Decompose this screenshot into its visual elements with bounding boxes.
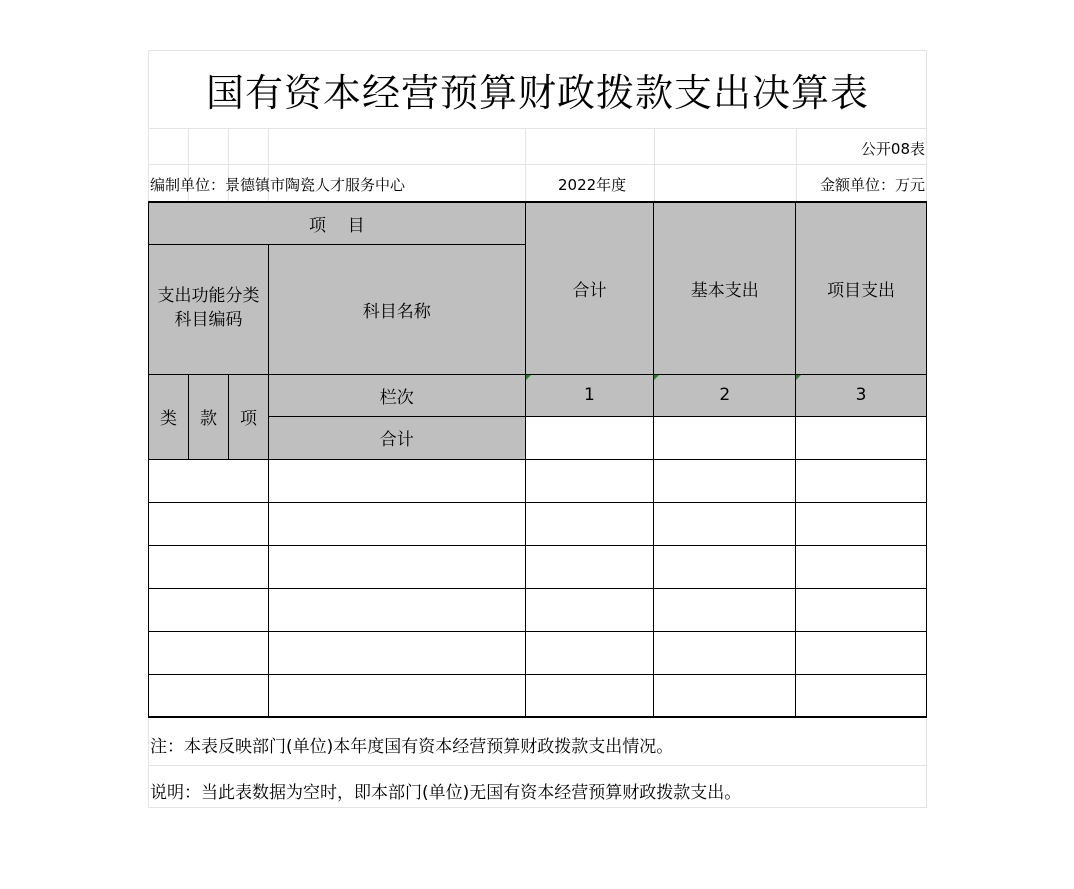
code-cell[interactable] — [149, 631, 269, 674]
header-total: 合计 — [525, 202, 654, 374]
column-number-3-label: 3 — [855, 385, 867, 405]
project-cell[interactable] — [796, 459, 927, 502]
sum-project-cell[interactable] — [796, 416, 927, 459]
total-cell[interactable] — [525, 588, 654, 631]
cell-marker-icon — [526, 375, 531, 380]
table-row — [149, 631, 927, 674]
subject-cell[interactable] — [268, 631, 525, 674]
project-cell[interactable] — [796, 545, 927, 588]
table-row — [149, 588, 927, 631]
code-cell[interactable] — [149, 674, 269, 717]
project-cell[interactable] — [796, 631, 927, 674]
column-number-1 — [525, 374, 654, 416]
basic-cell[interactable] — [654, 674, 796, 717]
total-cell[interactable] — [525, 502, 654, 545]
table-row — [149, 674, 927, 717]
total-cell[interactable] — [525, 545, 654, 588]
column-number-3 — [796, 374, 927, 416]
basic-cell[interactable] — [654, 502, 796, 545]
header-function-code-label: 支出功能分类科目编码 — [157, 286, 260, 330]
total-cell[interactable] — [525, 631, 654, 674]
table-row — [149, 502, 927, 545]
report-year: 2022年度 — [558, 176, 627, 194]
header-function-code — [149, 244, 269, 374]
column-number-1-label: 1 — [584, 385, 595, 405]
basic-cell[interactable] — [654, 631, 796, 674]
total-cell[interactable] — [525, 674, 654, 717]
header-lei: 类 — [149, 374, 189, 459]
column-number-2 — [654, 374, 796, 416]
header-project: 项 目 — [149, 202, 526, 244]
project-cell[interactable] — [796, 588, 927, 631]
cell-marker-icon — [796, 375, 801, 380]
explanation-text: 说明：当此表数据为空时，即本部门(单位)无国有资本经营预算财政拨款支出。 — [150, 783, 742, 803]
subject-cell[interactable] — [268, 459, 525, 502]
code-cell[interactable] — [149, 459, 269, 502]
sum-total-cell[interactable] — [525, 416, 654, 459]
project-cell[interactable] — [796, 674, 927, 717]
subject-cell[interactable] — [268, 545, 525, 588]
amount-unit: 金额单位：万元 — [819, 176, 925, 194]
sum-basic-cell[interactable] — [654, 416, 796, 459]
basic-cell[interactable] — [654, 459, 796, 502]
total-cell[interactable] — [525, 459, 654, 502]
header-basic-expenditure: 基本支出 — [654, 202, 796, 374]
code-cell[interactable] — [149, 502, 269, 545]
column-number-2-label: 2 — [719, 385, 731, 405]
project-cell[interactable] — [796, 502, 927, 545]
cell-marker-icon — [654, 375, 659, 380]
compiling-unit: 编制单位：景德镇市陶瓷人才服务中心 — [150, 176, 406, 194]
report-sheet — [148, 50, 927, 808]
basic-cell[interactable] — [654, 545, 796, 588]
sum-row-label: 合计 — [268, 416, 525, 459]
note-text: 注：本表反映部门(单位)本年度国有资本经营预算财政拨款支出情况。 — [150, 737, 674, 757]
subject-cell[interactable] — [268, 674, 525, 717]
basic-cell[interactable] — [654, 588, 796, 631]
table-row — [149, 459, 927, 502]
code-cell[interactable] — [149, 545, 269, 588]
subject-cell[interactable] — [268, 502, 525, 545]
expenditure-table — [148, 201, 927, 718]
header-column-index: 栏次 — [268, 374, 525, 416]
header-project-expenditure: 项目支出 — [796, 202, 927, 374]
header-xiang: 项 — [228, 374, 268, 459]
table-row — [149, 545, 927, 588]
code-cell[interactable] — [149, 588, 269, 631]
subject-cell[interactable] — [268, 588, 525, 631]
header-kuan: 款 — [188, 374, 228, 459]
form-number: 公开08表 — [860, 140, 925, 158]
report-title: 国有资本经营预算财政拨款支出决算表 — [205, 70, 869, 115]
header-subject-name: 科目名称 — [268, 244, 525, 374]
